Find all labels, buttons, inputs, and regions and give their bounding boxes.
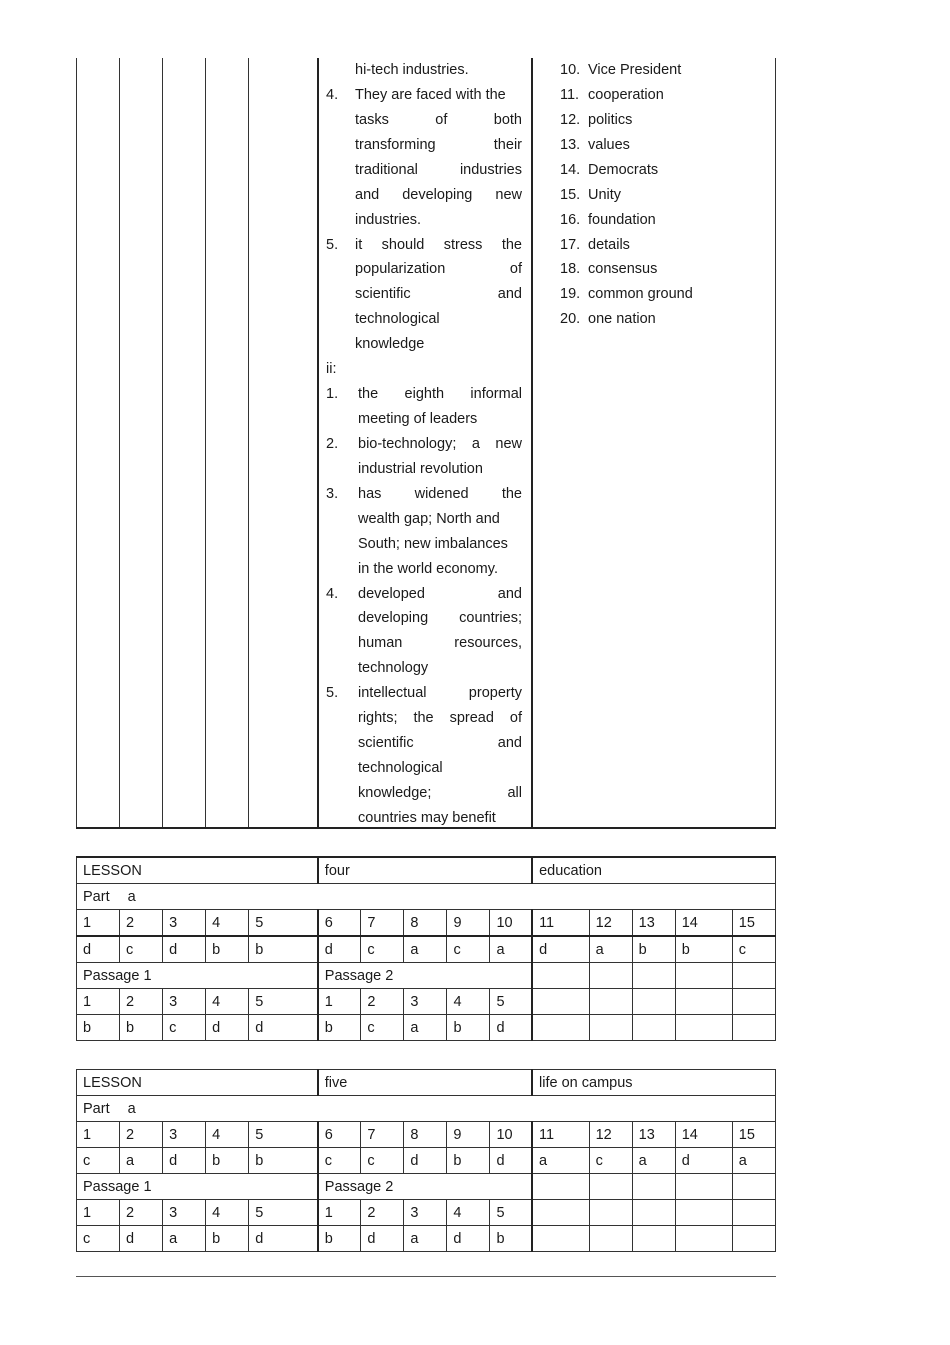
question-number: 4	[206, 910, 249, 937]
word: all	[507, 785, 522, 801]
answer-cell: a	[532, 1148, 589, 1174]
passage2-label: Passage 2	[318, 963, 532, 989]
vocab-number: 11.	[560, 87, 580, 103]
question-number: 7	[361, 910, 404, 937]
empty-cell	[632, 963, 675, 989]
answer-cell: c	[120, 936, 163, 963]
word: of	[435, 112, 448, 128]
question-number: 2	[120, 1200, 163, 1226]
lesson-number: five	[318, 1070, 532, 1096]
lesson-topic: life on campus	[532, 1070, 775, 1096]
item-number: 3.	[326, 486, 339, 502]
answer-text-line	[358, 760, 443, 776]
answer-cell: d	[77, 936, 120, 963]
vocab-term: Vice President	[588, 62, 682, 78]
word: developing	[358, 610, 429, 626]
word: widened	[414, 486, 469, 502]
answer-cell: b	[318, 1226, 361, 1252]
question-number: 1	[77, 989, 120, 1015]
vocab-number: 19.	[560, 286, 581, 302]
empty-cell	[589, 1174, 632, 1200]
word: tasks	[355, 112, 389, 128]
word: intellectual	[358, 685, 427, 701]
item-number: 4.	[326, 586, 339, 602]
question-number: 4	[206, 989, 249, 1015]
answer-cell: c	[361, 1015, 404, 1041]
passage-number-row	[77, 1200, 776, 1226]
vocab-number: 15.	[560, 187, 581, 203]
question-number: 2	[120, 910, 163, 937]
answer-text-line	[355, 336, 424, 352]
word: and	[355, 187, 380, 203]
question-number: 3	[163, 989, 206, 1015]
lesson-label: LESSON	[77, 1070, 318, 1096]
answer-cell: c	[77, 1226, 120, 1252]
word: They are faced with the	[355, 87, 506, 103]
part-label: Part	[83, 1100, 110, 1117]
item-number: 1.	[326, 386, 339, 402]
vocab-term: cooperation	[588, 87, 664, 103]
word: traditional	[355, 162, 418, 178]
word: their	[493, 137, 522, 153]
word: eighth	[404, 386, 445, 402]
answer-cell: a	[120, 1148, 163, 1174]
vocab-number: 10.	[560, 62, 581, 78]
part-label-cell	[77, 1096, 776, 1122]
empty-cell	[732, 963, 775, 989]
answer-cell: d	[532, 936, 589, 963]
question-number: 14	[675, 910, 732, 937]
answer-text-line	[355, 162, 522, 178]
item-number: 5.	[326, 685, 339, 701]
empty-cell	[532, 1200, 589, 1226]
answer-text-line	[355, 112, 522, 128]
empty-cell	[732, 1015, 775, 1041]
empty-cell	[632, 1200, 675, 1226]
question-number: 14	[675, 1122, 732, 1148]
word: countries;	[459, 610, 522, 626]
answer-text-line	[358, 436, 522, 452]
answer-cell: d	[447, 1226, 490, 1252]
word: wealth gap; North and	[358, 511, 500, 527]
answer-cell: a	[490, 936, 532, 963]
word: the	[501, 486, 522, 502]
question-number: 12	[589, 910, 632, 937]
answer-cell: b	[632, 936, 675, 963]
question-number: 1	[77, 1122, 120, 1148]
empty-cell	[675, 989, 732, 1015]
word: a	[471, 436, 480, 452]
question-number: 2	[361, 1200, 404, 1226]
passage1-label: Passage 1	[77, 963, 318, 989]
empty-cell	[675, 1174, 732, 1200]
answer-cell: a	[589, 936, 632, 963]
question-number: 7	[361, 1122, 404, 1148]
table-border-right	[775, 58, 776, 828]
answer-cell: b	[206, 936, 249, 963]
word: scientific	[358, 735, 414, 751]
column-divider	[317, 58, 319, 828]
empty-cell	[632, 1226, 675, 1252]
question-number: 4	[447, 989, 490, 1015]
answer-cell: b	[77, 1015, 120, 1041]
empty-cell	[589, 1200, 632, 1226]
passage-answer-row	[77, 1226, 776, 1252]
answer-text-line	[358, 586, 522, 602]
question-number: 3	[163, 1200, 206, 1226]
answer-text-line	[358, 810, 496, 826]
word: transforming	[355, 137, 436, 153]
item-number: 5.	[326, 237, 339, 253]
answer-text-line	[358, 536, 508, 552]
answer-cell: d	[361, 1226, 404, 1252]
answer-cell: b	[447, 1015, 490, 1041]
part-value: a	[127, 888, 136, 905]
word: the	[358, 386, 379, 402]
word: of	[509, 710, 522, 726]
question-number: 5	[249, 1200, 318, 1226]
word: spread	[449, 710, 494, 726]
question-number: 5	[249, 910, 318, 937]
answer-cell: d	[490, 1148, 532, 1174]
table-border-left	[76, 58, 77, 828]
word: popularization	[355, 261, 446, 277]
empty-cell	[532, 1174, 589, 1200]
lesson-label: LESSON	[77, 857, 318, 884]
vocab-term: one nation	[588, 311, 656, 327]
part-row	[77, 1096, 776, 1122]
answer-cell: d	[249, 1226, 318, 1252]
answer-cell: b	[206, 1148, 249, 1174]
word: human	[358, 635, 403, 651]
answer-cell: d	[404, 1148, 447, 1174]
word: knowledge	[355, 336, 425, 352]
vocab-term: common ground	[588, 286, 693, 302]
question-number: 3	[163, 910, 206, 937]
answer-text-line	[358, 735, 522, 751]
question-number: 11	[532, 910, 589, 937]
answer-text-line	[358, 486, 522, 502]
empty-cell	[675, 1226, 732, 1252]
question-number: 13	[632, 1122, 675, 1148]
part-answer-row	[77, 936, 776, 963]
lesson-header-row	[77, 1070, 776, 1096]
item-number: 4.	[326, 87, 339, 103]
answer-cell: a	[163, 1226, 206, 1252]
vocab-number: 20.	[560, 311, 581, 327]
answer-cell: a	[632, 1148, 675, 1174]
word: industrial revolution	[358, 461, 483, 477]
empty-cell	[675, 963, 732, 989]
word: developing	[402, 187, 473, 203]
word: and	[497, 735, 522, 751]
lesson-number: four	[318, 857, 532, 884]
question-number: 4	[447, 1200, 490, 1226]
answer-text-line	[358, 785, 522, 801]
answer-text-line	[358, 561, 498, 577]
column-divider	[162, 58, 163, 828]
part-label: Part	[83, 888, 110, 905]
question-number: 9	[447, 1122, 490, 1148]
word: technological	[355, 311, 440, 327]
word: the	[501, 237, 522, 253]
empty-cell	[732, 1226, 775, 1252]
answer-text-line	[355, 87, 506, 103]
question-number: 10	[490, 1122, 532, 1148]
question-number: 2	[361, 989, 404, 1015]
answer-cell: c	[361, 1148, 404, 1174]
vocab-term: foundation	[588, 212, 656, 228]
empty-cell	[589, 1015, 632, 1041]
vocab-term: Unity	[588, 187, 622, 203]
question-number: 9	[447, 910, 490, 937]
vocab-number: 12.	[560, 112, 581, 128]
passage-answer-row	[77, 1015, 776, 1041]
word: new	[495, 187, 522, 203]
vocab-term: Democrats	[588, 162, 659, 178]
passage-number-row	[77, 989, 776, 1015]
empty-cell	[532, 1226, 589, 1252]
word: should	[381, 237, 425, 253]
answer-text-line	[358, 511, 500, 527]
word: countries may benefit	[358, 810, 496, 826]
word: industries.	[355, 212, 422, 228]
answer-text-line	[358, 635, 522, 651]
answer-cell: c	[447, 936, 490, 963]
lesson-five-answer-table	[76, 1069, 776, 1252]
answer-cell: d	[249, 1015, 318, 1041]
vocab-number: 18.	[560, 261, 581, 277]
question-number: 5	[249, 1122, 318, 1148]
table-border-bottom	[76, 827, 776, 829]
lesson-header-row	[77, 857, 776, 884]
lesson-four-answer-table	[76, 856, 776, 1041]
column-divider	[205, 58, 206, 828]
word: developed	[358, 586, 425, 602]
answer-cell: c	[732, 936, 775, 963]
answer-text-line	[358, 461, 483, 477]
answer-text-line	[355, 261, 522, 277]
word: resources,	[454, 635, 522, 651]
question-number: 8	[404, 910, 447, 937]
passage-label-row	[77, 1174, 776, 1200]
answer-text-line	[358, 710, 522, 726]
passage2-label: Passage 2	[318, 1174, 532, 1200]
answer-cell: b	[249, 936, 318, 963]
word: and	[497, 286, 522, 302]
question-number: 2	[120, 1122, 163, 1148]
answer-cell: a	[404, 1015, 447, 1041]
answer-cell: c	[318, 1148, 361, 1174]
answer-cell: b	[318, 1015, 361, 1041]
question-number: 6	[318, 1122, 361, 1148]
answer-text-line	[358, 386, 522, 402]
word: of	[509, 261, 522, 277]
vocab-term: politics	[588, 112, 633, 128]
question-number: 15	[732, 910, 775, 937]
empty-cell	[532, 1015, 589, 1041]
empty-cell	[589, 1226, 632, 1252]
empty-cell	[532, 989, 589, 1015]
answer-cell: b	[490, 1226, 532, 1252]
footer-rule	[76, 1276, 776, 1277]
word: has	[358, 486, 382, 502]
word: it	[355, 237, 363, 253]
answer-text-line	[355, 62, 469, 78]
word: technology	[358, 660, 429, 676]
question-number: 4	[206, 1122, 249, 1148]
question-number: 3	[404, 989, 447, 1015]
question-number: 2	[120, 989, 163, 1015]
word: property	[468, 685, 522, 701]
answer-cell: c	[163, 1015, 206, 1041]
part-value: a	[127, 1100, 136, 1117]
column-divider	[119, 58, 120, 828]
item-number: 2.	[326, 436, 339, 452]
word: the	[413, 710, 434, 726]
vocab-number: 14.	[560, 162, 581, 178]
empty-cell	[532, 963, 589, 989]
question-number: 10	[490, 910, 532, 937]
item-number: ii:	[326, 361, 337, 377]
question-number: 1	[77, 1200, 120, 1226]
question-number: 5	[490, 1200, 532, 1226]
question-number: 1	[77, 910, 120, 937]
answer-text-line	[355, 187, 522, 203]
answer-cell: c	[589, 1148, 632, 1174]
empty-cell	[589, 989, 632, 1015]
word: new	[495, 436, 522, 452]
vocab-number: 16.	[560, 212, 581, 228]
word: meeting of leaders	[358, 411, 478, 427]
empty-cell	[675, 1200, 732, 1226]
question-number: 5	[249, 989, 318, 1015]
answer-cell: b	[249, 1148, 318, 1174]
part-answer-row	[77, 1148, 776, 1174]
answer-cell: c	[77, 1148, 120, 1174]
word: bio-technology;	[358, 436, 457, 452]
answer-cell: c	[361, 936, 404, 963]
word: industries	[459, 162, 522, 178]
empty-cell	[632, 1015, 675, 1041]
question-number: 6	[318, 910, 361, 937]
word: knowledge;	[358, 785, 432, 801]
answer-cell: d	[675, 1148, 732, 1174]
answer-text-line	[355, 311, 440, 327]
answer-cell: b	[447, 1148, 490, 1174]
lesson-topic: education	[532, 857, 775, 884]
vocab-term: consensus	[588, 261, 658, 277]
question-number: 13	[632, 910, 675, 937]
answer-cell: b	[120, 1015, 163, 1041]
column-divider	[531, 58, 533, 828]
word: rights;	[358, 710, 398, 726]
answer-cell: a	[732, 1148, 775, 1174]
answer-cell: a	[404, 936, 447, 963]
question-number: 11	[532, 1122, 589, 1148]
vocab-term: values	[588, 137, 630, 153]
answer-cell: d	[163, 936, 206, 963]
part-number-row	[77, 910, 776, 937]
question-number: 12	[589, 1122, 632, 1148]
answer-text-line	[355, 212, 421, 228]
vocab-number: 17.	[560, 237, 581, 253]
answer-text-line	[355, 237, 522, 253]
answer-cell: b	[206, 1226, 249, 1252]
word: hi-tech industries.	[355, 62, 469, 78]
answer-text-line	[358, 411, 477, 427]
answer-text-line	[358, 685, 522, 701]
answer-text-line	[355, 137, 522, 153]
word: informal	[470, 386, 522, 402]
empty-cell	[732, 1200, 775, 1226]
empty-cell	[632, 989, 675, 1015]
answer-text-line	[355, 286, 522, 302]
part-row	[77, 884, 776, 910]
answer-text-line	[358, 610, 522, 626]
question-number: 1	[318, 989, 361, 1015]
answer-cell: d	[318, 936, 361, 963]
answer-cell: b	[675, 936, 732, 963]
word: and	[497, 586, 522, 602]
word: in the world economy.	[358, 561, 498, 577]
empty-cell	[675, 1015, 732, 1041]
question-number: 8	[404, 1122, 447, 1148]
word: South; new imbalances	[358, 536, 508, 552]
question-number: 3	[163, 1122, 206, 1148]
question-number: 4	[206, 1200, 249, 1226]
answer-cell: d	[163, 1148, 206, 1174]
word: stress	[443, 237, 483, 253]
empty-cell	[732, 1174, 775, 1200]
question-number: 1	[318, 1200, 361, 1226]
part-label-cell	[77, 884, 776, 910]
answer-text-line	[358, 660, 428, 676]
vocab-number: 13.	[560, 137, 581, 153]
word: technological	[358, 760, 443, 776]
part-number-row	[77, 1122, 776, 1148]
answer-cell: d	[206, 1015, 249, 1041]
passage1-label: Passage 1	[77, 1174, 318, 1200]
column-divider	[248, 58, 249, 828]
word: both	[493, 112, 522, 128]
question-number: 3	[404, 1200, 447, 1226]
word: scientific	[355, 286, 411, 302]
vocab-term: details	[588, 237, 630, 253]
empty-cell	[589, 963, 632, 989]
passage-label-row	[77, 963, 776, 989]
empty-cell	[632, 1174, 675, 1200]
answer-cell: a	[404, 1226, 447, 1252]
question-number: 5	[490, 989, 532, 1015]
answer-cell: d	[120, 1226, 163, 1252]
question-number: 15	[732, 1122, 775, 1148]
empty-cell	[732, 989, 775, 1015]
answer-cell: d	[490, 1015, 532, 1041]
